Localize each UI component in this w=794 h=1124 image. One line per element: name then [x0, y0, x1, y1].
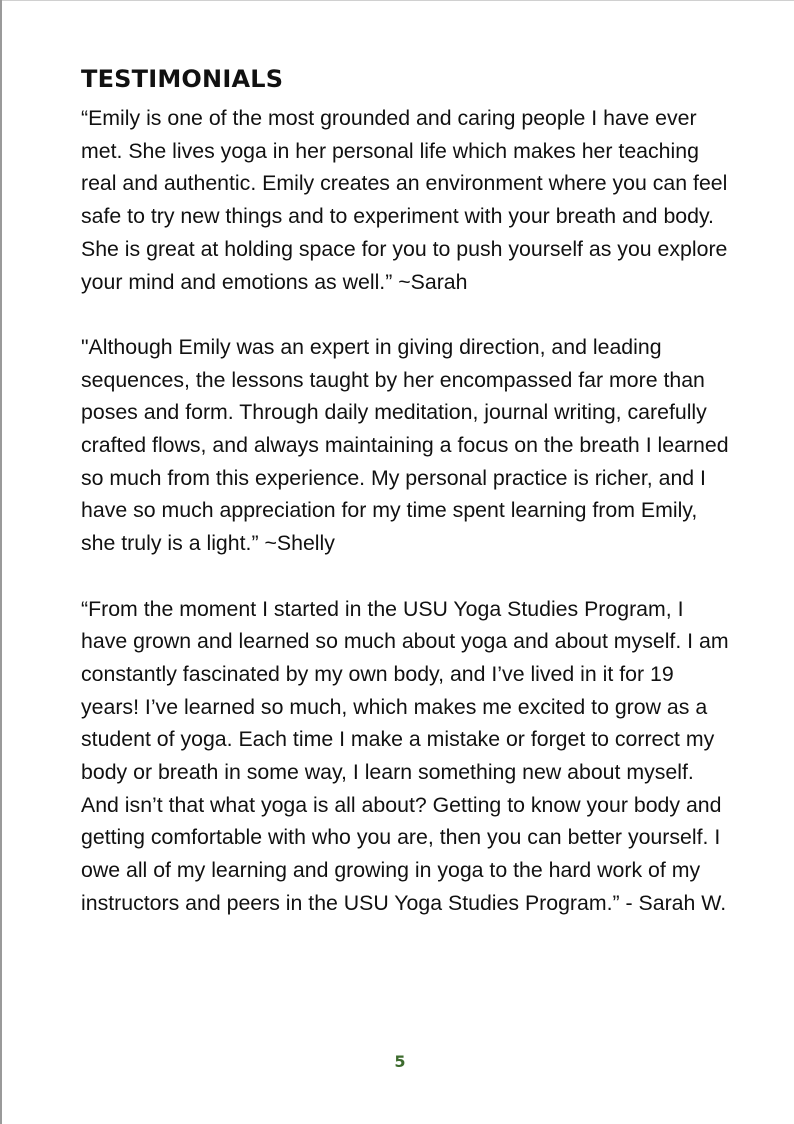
page-number: 5 — [394, 1052, 406, 1071]
page-left-edge — [0, 0, 2, 1124]
testimonial-shelly: "Although Emily was an expert in giving direction, and leading sequences, the lessons taught by her encompassed far more than poses and form. Through daily meditation, journal writing, carefully crafted flows, and always maintaining a focus on the breath I learned so much from this experience. My personal practice is richer, and I have so much appreciation for my time spent learning from Emily, she truly is a light.” ~Shelly — [81, 334, 729, 556]
testimonial-sarah: “Emily is one of the most grounded and caring people I have ever met. She lives yoga in her personal life which makes her teaching real and authentic. Emily creates an environment where you can feel safe to try new things and to experiment with your breath and body. She is great at holding space for you to push yourself as you explore your mind and emotions as well.” ~Sarah — [81, 106, 728, 294]
page-content — [81, 62, 731, 920]
page-top-edge — [0, 0, 794, 1]
testimonial-sarah-w: “From the moment I started in the USU Yoga Studies Program, I have grown and learned so much about yoga and about myself. I am constantly fascinated by my own body, and I’ve lived in it for 19 years! I’ve learned so much, which makes me excited to grow as a student of yoga. Each time I make a mistake or forget to correct my body or breath in some way, I learn something new about myself. And isn’t that what yoga is all about? Getting to know your body and getting comfortable with who you are, then you can better yourself. I owe all of my learning and growing in yoga to the hard work of my instructors and peers in the USU Yoga Studies Program.” - Sarah W. — [81, 596, 729, 915]
page-heading: TESTIMONIALS — [81, 65, 284, 93]
